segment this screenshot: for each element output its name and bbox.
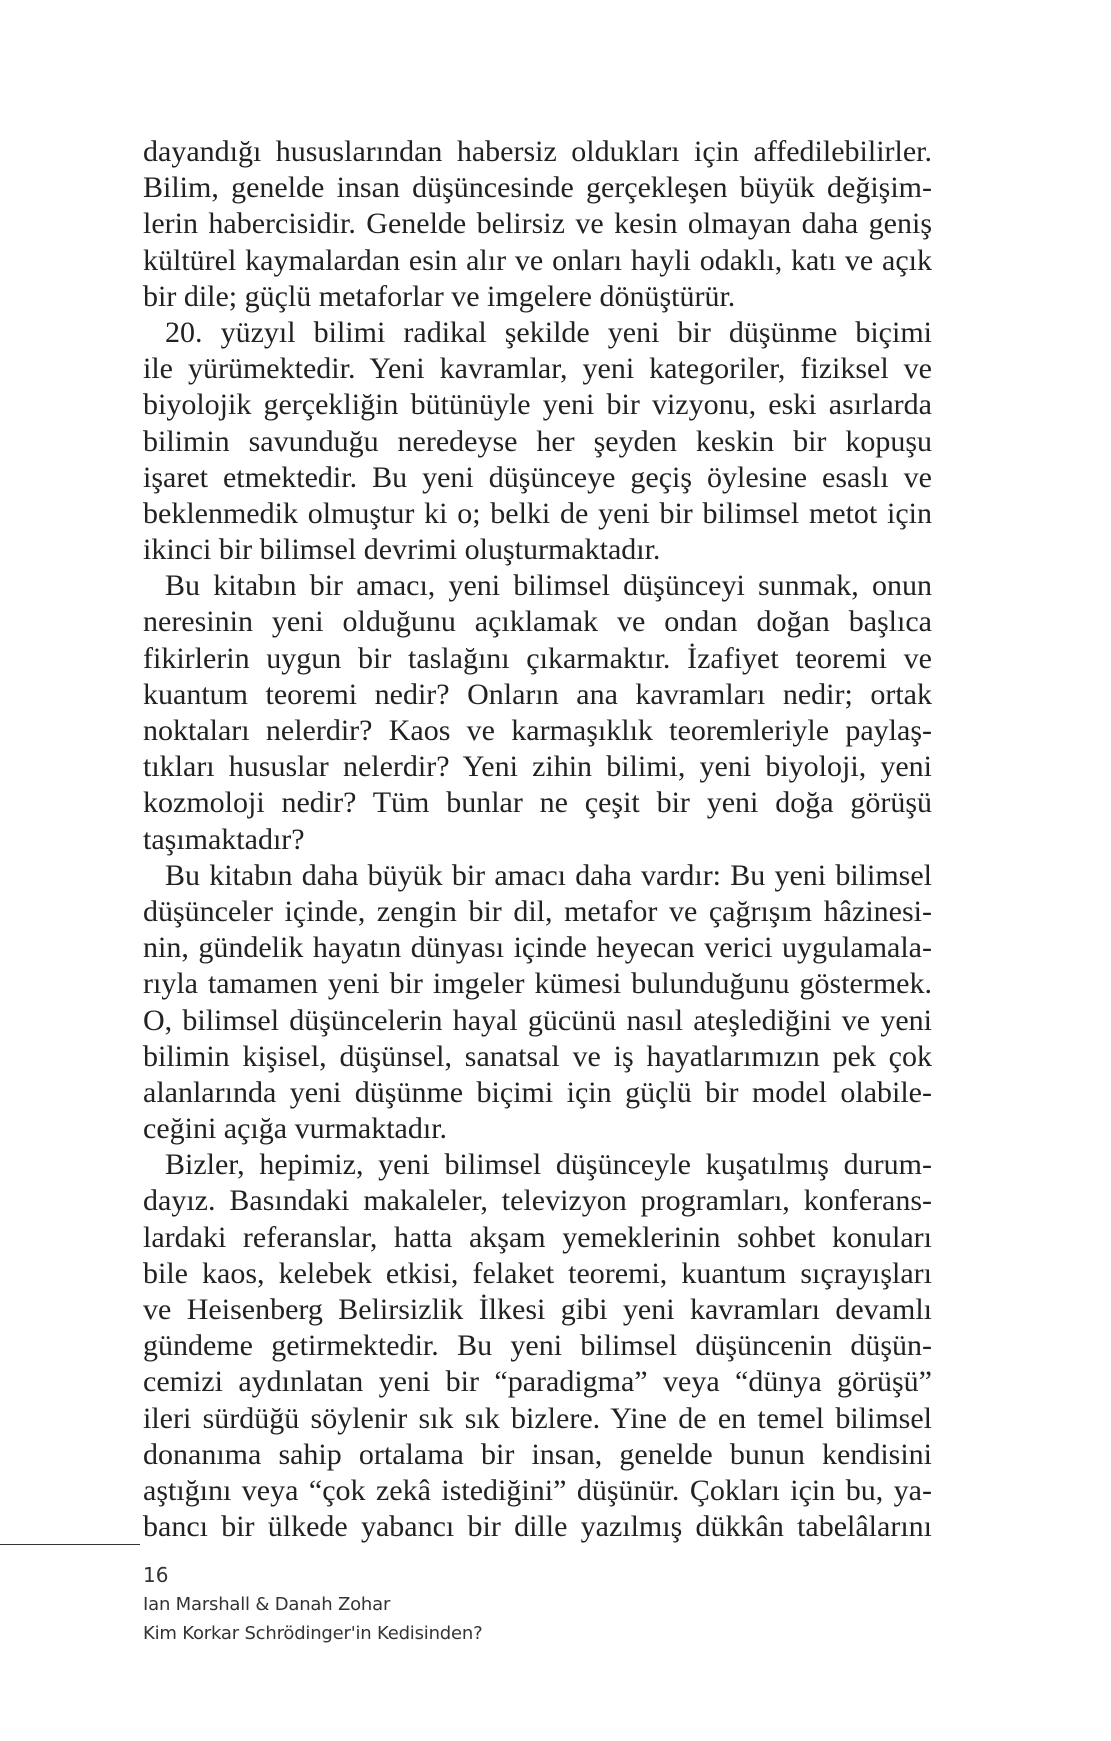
- text-line: Bilim, genelde insan düşüncesinde gerçekleşen büyük değişim-: [143, 171, 932, 205]
- text-line: alanlarında yeni düşünme biçimi için güçlü bir model olabile-: [143, 1075, 932, 1109]
- text-line: Bu kitabın daha büyük bir amacı daha vardır: Bu yeni bilimsel: [165, 858, 932, 892]
- book-title: Kim Korkar Schrödinger'in Kedisinden?: [143, 1623, 483, 1644]
- paragraph: [143, 315, 932, 568]
- text-line: rıyla tamamen yeni bir imgeler kümesi bulunduğunu göstermek.: [143, 967, 932, 1001]
- text-line: beklenmedik olmuştur ki o; belki de yeni bir bilimsel metot için: [143, 496, 932, 530]
- text-line: ileri sürdüğü söylenir sık sık bizlere. Yine de en temel bilimsel: [143, 1401, 932, 1435]
- text-line: bile kaos, kelebek etkisi, felaket teoremi, kuantum sıçrayışları: [143, 1256, 932, 1290]
- text-line: dayız. Basındaki makaleler, televizyon programları, konferans-: [143, 1184, 932, 1218]
- text-line: ile yürümektedir. Yeni kavramlar, yeni kategoriler, fiziksel ve: [143, 352, 932, 386]
- text-line: kültürel kaymalardan esin alır ve onları hayli odaklı, katı ve açık: [143, 243, 932, 277]
- text-line: ve Heisenberg Belirsizlik İlkesi gibi yeni kavramları devamlı: [143, 1293, 932, 1326]
- text-line: donanıma sahip ortalama bir insan, genelde bunun kendisini: [143, 1437, 932, 1471]
- text-line: kuantum teoremi nedir? Onların ana kavramları nedir; ortak: [143, 677, 932, 711]
- footer-rule: [0, 1544, 140, 1545]
- page-footer: [143, 1560, 482, 1648]
- text-line: cemizi aydınlatan yeni bir “paradigma” veya “dünya görüşü”: [143, 1365, 932, 1399]
- page-number: 16: [143, 1563, 169, 1587]
- body-text: [143, 134, 932, 1545]
- text-line: bancı bir ülkede yabancı bir dille yazılmış dükkân tabelâlarını: [143, 1510, 932, 1544]
- text-line: ceğini açığa vurmaktadır.: [143, 1112, 448, 1146]
- text-line: neresinin yeni olduğunu açıklamak ve ondan doğan başlıca: [143, 605, 932, 639]
- text-line: fikirlerin uygun bir taslağını çıkarmaktır. İzafiyet teoremi ve: [143, 641, 932, 675]
- paragraph: [143, 1147, 932, 1545]
- text-line: lerin habercisidir. Genelde belirsiz ve kesin olmayan daha geniş: [143, 207, 932, 241]
- text-line: bilimin savunduğu neredeyse her şeyden keskin bir kopuşu: [143, 424, 932, 458]
- text-line: bir dile; güçlü metaforlar ve imgelere dönüştürür.: [143, 279, 736, 313]
- text-line: tıkları hususlar nelerdir? Yeni zihin bilimi, yeni biyoloji, yeni: [143, 750, 932, 784]
- paragraph: [143, 568, 932, 858]
- text-line: biyolojik gerçekliğin bütünüyle yeni bir vizyonu, eski asırlarda: [143, 388, 932, 422]
- text-line: 20. yüzyıl bilimi radikal şekilde yeni bir düşünme biçimi: [165, 315, 932, 349]
- text-line: ikinci bir bilimsel devrimi oluşturmaktadır.: [143, 533, 661, 567]
- text-line: düşünceler içinde, zengin bir dil, metafor ve çağrışım hâzinesi-: [143, 894, 932, 928]
- text-line: bilimin kişisel, düşünsel, sanatsal ve iş hayatlarımızın pek çok: [143, 1039, 932, 1073]
- text-line: lardaki referanslar, hatta akşam yemeklerinin sohbet konuları: [143, 1220, 932, 1254]
- text-line: işaret etmektedir. Bu yeni düşünceye geçiş öylesine esaslı ve: [143, 460, 932, 494]
- text-line: dayandığı hususlarından habersiz oldukları için affedilebilirler.: [143, 135, 932, 168]
- paragraph: [143, 134, 932, 315]
- paragraph: [143, 858, 932, 1148]
- text-line: gündeme getirmektedir. Bu yeni bilimsel düşüncenin düşün-: [143, 1329, 932, 1363]
- text-line: taşımaktadır?: [143, 822, 305, 856]
- book-authors: Ian Marshall & Danah Zohar: [143, 1594, 391, 1615]
- text-line: nin, gündelik hayatın dünyası içinde heyecan verici uygulamala-: [143, 931, 932, 965]
- text-line: O, bilimsel düşüncelerin hayal gücünü nasıl ateşlediğini ve yeni: [143, 1003, 932, 1037]
- text-line: noktaları nelerdir? Kaos ve karmaşıklık teoremleriyle paylaş-: [143, 714, 932, 747]
- text-line: Bizler, hepimiz, yeni bilimsel düşünceyle kuşatılmış durum-: [165, 1148, 932, 1182]
- text-line: aştığını veya “çok zekâ istediğini” düşünür. Çokları için bu, ya-: [143, 1473, 932, 1507]
- text-line: Bu kitabın bir amacı, yeni bilimsel düşünceyi sunmak, onun: [165, 569, 932, 603]
- text-line: kozmoloji nedir? Tüm bunlar ne çeşit bir yeni doğa görüşü: [143, 786, 932, 820]
